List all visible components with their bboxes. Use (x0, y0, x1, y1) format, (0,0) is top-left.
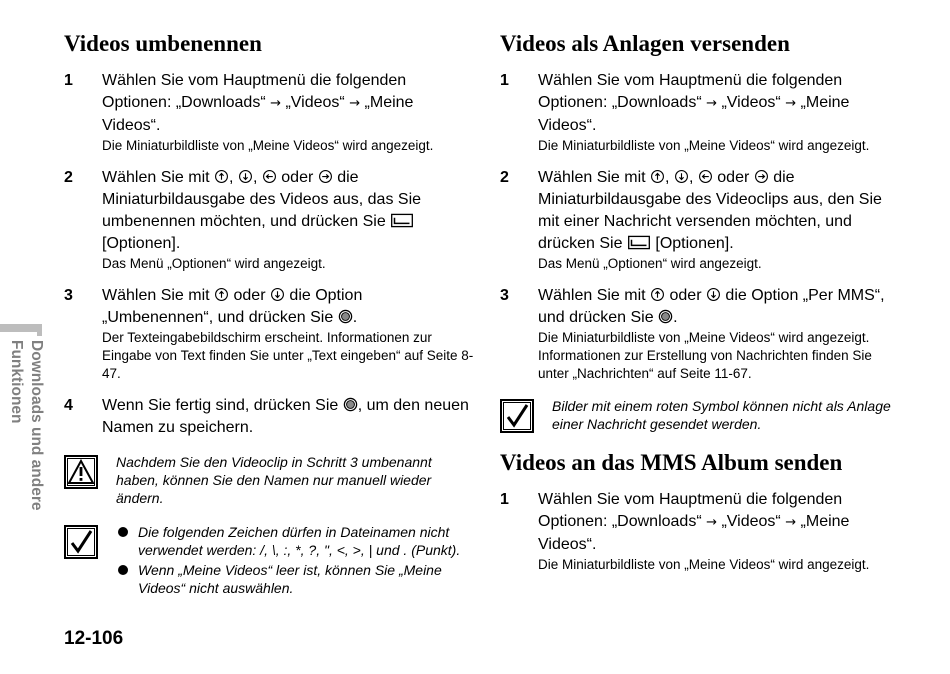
step-text-part: „Meine Videos“. (538, 513, 850, 553)
step-1 (500, 70, 900, 155)
list-item (116, 523, 474, 559)
step-text-part: , (252, 169, 262, 186)
softkey-icon (390, 213, 414, 228)
step-text-part: Wählen Sie vom Hauptmenü die folgenden Optionen: „Downloads“ (538, 491, 843, 530)
step-text-part: . (673, 309, 678, 326)
step-text-part: oder (276, 169, 318, 186)
step-result: Das Menü „Optionen“ wird angezeigt. (538, 256, 762, 271)
warning-note-text: Nachdem Sie den Videoclip in Schritt 3 umbenannt haben, können Sie den Namen nur manuell wieder ändern. (116, 454, 432, 506)
step-1 (500, 489, 900, 574)
step-text-part: „Meine Videos“. (102, 94, 414, 134)
bullet-icon (118, 565, 128, 575)
step-text-part: Wählen Sie mit (538, 287, 651, 304)
nav-up-icon (214, 169, 229, 184)
step-text-part: die Option „Per MMS“, und drücken Sie (538, 287, 885, 326)
warning-note (64, 453, 474, 507)
step-text-part: Wenn Sie fertig sind, drücken Sie (102, 397, 343, 414)
step-text (538, 285, 900, 329)
check-icon (64, 525, 98, 559)
section-title-rename: Videos umbenennen (64, 31, 262, 56)
step-text-part: die Miniaturbildausgabe des Videoclips aus, den Sie mit einer Nachricht versenden möchten, und drücken Sie (538, 169, 882, 252)
check-note (500, 397, 900, 433)
step-text (538, 167, 900, 255)
step-result: Die Miniaturbildliste von „Meine Videos“ wird angezeigt. (538, 330, 870, 345)
nav-right-icon (754, 169, 769, 184)
check-note-text: Bilder mit einem roten Symbol können nicht als Anlage einer Nachricht gesendet werden. (552, 398, 891, 432)
step-2 (500, 167, 900, 273)
step-text (102, 167, 474, 255)
step-1 (64, 70, 474, 155)
softkey-icon (627, 235, 651, 250)
step-number: 2 (500, 169, 509, 186)
list-item-text: Die folgenden Zeichen dürfen in Dateinamen nicht verwendet werden: /, \, :, *, ?, ", <, >, | und . (Punkt). (138, 524, 461, 558)
step-result: Die Miniaturbildliste von „Meine Videos“ wird angezeigt. (538, 138, 870, 153)
center-key-icon (338, 309, 353, 324)
step-4 (64, 395, 474, 439)
step-number: 3 (64, 287, 73, 304)
list-item (116, 561, 474, 597)
right-column (500, 30, 900, 586)
check-icon (500, 399, 534, 433)
list-item-text: Wenn „Meine Videos“ leer ist, können Sie „Meine Videos“ nicht auswählen. (138, 562, 442, 596)
nav-down-icon (706, 287, 721, 302)
nav-down-icon (238, 169, 253, 184)
step-number: 1 (500, 491, 509, 508)
step-text-part: die Option „Umbenennen“, und drücken Sie (102, 287, 363, 326)
step-text-part: oder (712, 169, 754, 186)
side-tab-bar-end (37, 324, 42, 336)
step-text-part: Wählen Sie mit (538, 169, 651, 186)
arrow-icon: → (270, 96, 281, 111)
step-result: Die Miniaturbildliste von „Meine Videos“ wird angezeigt. (538, 557, 870, 572)
check-note (64, 523, 474, 597)
step-number: 1 (64, 72, 73, 89)
step-number: 3 (500, 287, 509, 304)
nav-down-icon (270, 287, 285, 302)
step-text-part: oder (229, 287, 270, 304)
step-text-part: oder (665, 287, 706, 304)
side-tab-bar (0, 324, 42, 332)
step-2 (64, 167, 474, 273)
step-text-part: , (665, 169, 674, 186)
step-text (538, 489, 900, 556)
step-text-part: Wählen Sie vom Hauptmenü die folgenden Optionen: „Downloads“ (102, 72, 407, 111)
side-label-line2: Funktionen (8, 340, 25, 424)
warning-icon (64, 455, 98, 489)
side-label-line1: Downloads und andere (28, 340, 45, 511)
bullet-icon (118, 527, 128, 537)
step-number: 1 (500, 72, 509, 89)
step-result: Das Menü „Optionen“ wird angezeigt. (102, 256, 326, 271)
step-text (102, 285, 474, 329)
nav-left-icon (262, 169, 277, 184)
step-result-info: Informationen zur Erstellung von Nachrichten finden Sie unter „Nachrichten“ auf Seite 11-67. (538, 348, 872, 381)
nav-up-icon (650, 287, 665, 302)
step-text-part: , (688, 169, 698, 186)
arrow-icon: → (706, 96, 717, 111)
step-text-part: die Miniaturbildausgabe des Videos aus, das Sie umbenennen möchten, und drücken Sie (102, 169, 422, 230)
step-text (102, 70, 474, 137)
step-text-part: , (229, 169, 238, 186)
center-key-icon (658, 309, 673, 324)
nav-left-icon (698, 169, 713, 184)
step-number: 2 (64, 169, 73, 186)
step-text-part: . (352, 309, 358, 326)
step-text-part: , um den neuen Namen zu speichern. (102, 397, 469, 436)
check-note-list (116, 523, 474, 597)
side-section-label (2, 340, 46, 540)
step-text (538, 70, 900, 137)
left-column (64, 30, 474, 613)
nav-right-icon (318, 169, 333, 184)
center-key-icon (343, 397, 358, 412)
step-text-part: Wählen Sie mit (102, 287, 215, 304)
nav-down-icon (674, 169, 689, 184)
nav-up-icon (650, 169, 665, 184)
step-3 (500, 285, 900, 383)
step-text-part: „Videos“ (717, 513, 786, 530)
step-text (102, 395, 474, 439)
step-text-part: [Optionen]. (102, 235, 181, 252)
arrow-icon: → (349, 96, 361, 111)
nav-up-icon (214, 287, 229, 302)
step-result: Der Texteingabebildschirm erscheint. Informationen zur Eingabe von Text finden Sie unter „Text eingeben“ auf Seite 8-47. (102, 330, 474, 381)
step-text-part: „Videos“ (281, 94, 350, 111)
step-text-part: [Optionen]. (650, 235, 734, 252)
step-text-part: „Videos“ (717, 94, 786, 111)
step-text-part: Wählen Sie vom Hauptmenü die folgenden Optionen: „Downloads“ (538, 72, 843, 111)
page-number: 12-106 (64, 628, 124, 649)
step-text-part: Wählen Sie mit (102, 169, 215, 186)
step-result: Die Miniaturbildliste von „Meine Videos“ wird angezeigt. (102, 138, 434, 153)
step-3 (64, 285, 474, 383)
section-title-attach: Videos als Anlagen versenden (500, 31, 790, 56)
arrow-icon: → (785, 96, 797, 111)
step-text-part: „Meine Videos“. (538, 94, 850, 134)
arrow-icon: → (706, 515, 717, 530)
step-number: 4 (64, 397, 73, 414)
arrow-icon: → (785, 515, 797, 530)
section-title-mms-album: Videos an das MMS Album senden (500, 450, 843, 475)
